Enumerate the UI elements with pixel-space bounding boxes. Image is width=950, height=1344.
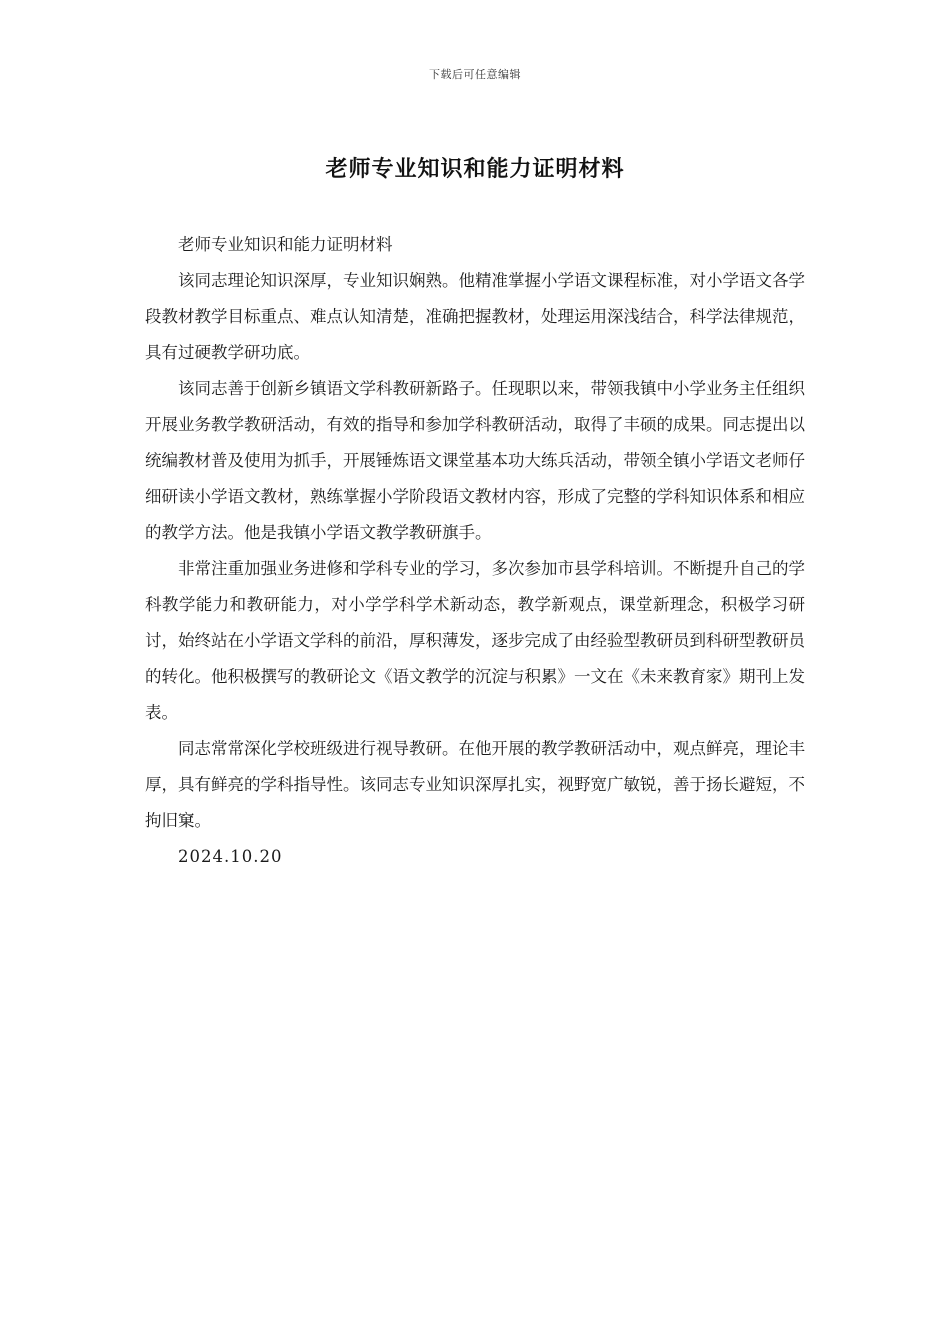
paragraph-2: 该同志善于创新乡镇语文学科教研新路子。任现职以来，带领我镇中小学业务主任组织开展业务教学教研活动，有效的指导和参加学科教研活动，取得了丰硕的成果。同志提出以统编教材普及使用为抓手，开展锤炼语文课堂基本功大练兵活动，带领全镇小学语文老师仔细研读小学语文教材，熟练掌握小学阶段语文教材内容，形成了完整的学科知识体系和相应的教学方法。他是我镇小学语文教学教研旗手。	[145, 379, 805, 542]
document-date: 2024.10.20	[178, 847, 283, 866]
paragraph-3: 非常注重加强业务进修和学科专业的学习，多次参加市县学科培训。不断提升自己的学科教学能力和教研能力，对小学学科学术新动态，教学新观点，课堂新理念，积极学习研讨，始终站在小学语文学科的前沿，厚积薄发，逐步完成了由经验型教研员到科研型教研员的转化。他积极撰写的教研论文《语文教学的沉淀与积累》一文在《未来教育家》期刊上发表。	[145, 559, 805, 722]
header-note: 下载后可任意编辑	[429, 68, 521, 81]
paragraph-1: 该同志理论知识深厚，专业知识娴熟。他精准掌握小学语文课程标准，对小学语文各学段教材教学目标重点、难点认知清楚，准确把握教材，处理运用深浅结合，科学法律规范，具有过硬教学研功底。	[145, 271, 805, 362]
document-title: 老师专业知识和能力证明材料	[325, 157, 625, 182]
document-body	[145, 227, 805, 875]
paragraph-4: 同志常常深化学校班级进行视导教研。在他开展的教学教研活动中，观点鲜亮，理论丰厚，具有鲜亮的学科指导性。该同志专业知识深厚扎实，视野宽广敏锐，善于扬长避短，不拘旧窠。	[145, 739, 805, 830]
document-subtitle: 老师专业知识和能力证明材料	[178, 235, 393, 254]
